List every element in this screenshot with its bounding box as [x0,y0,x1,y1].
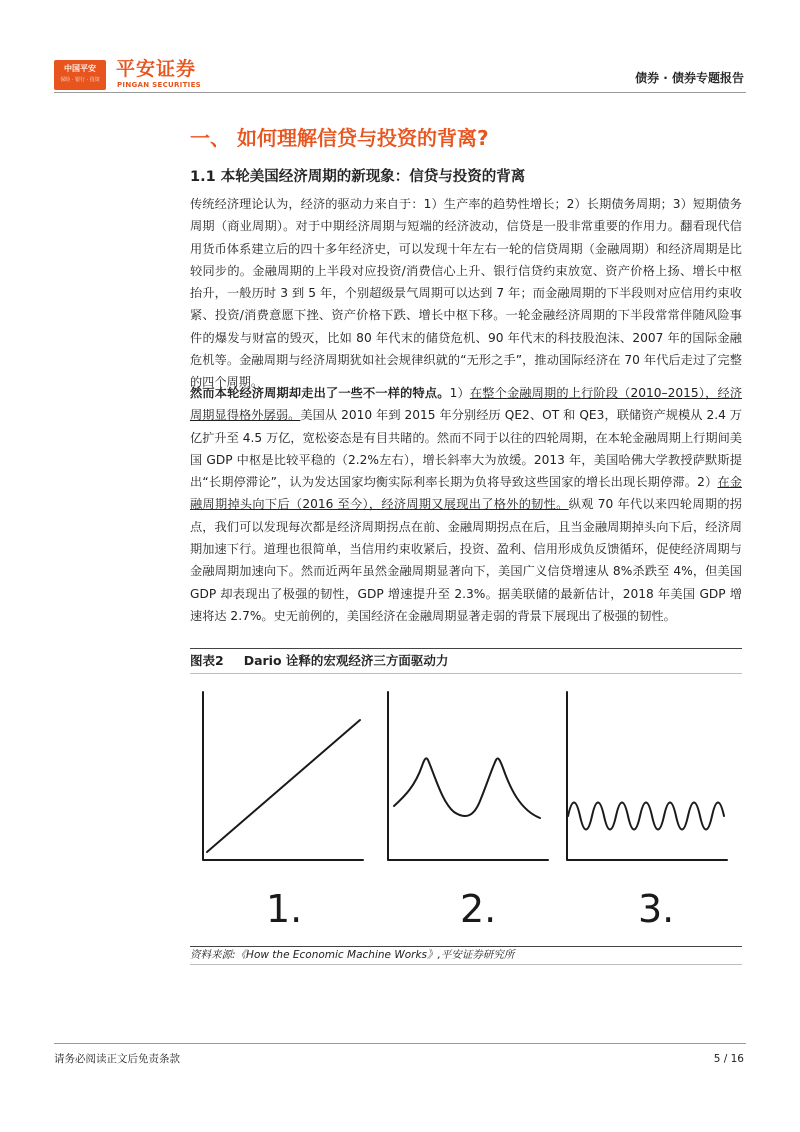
header-divider [54,92,746,93]
panel-2-label: 2. [460,887,497,931]
figure-source-rule [190,964,742,965]
figure-top-rule [190,648,742,649]
figure-title: Dario 诠释的宏观经济三方面驱动力 [243,653,449,668]
subsection-title: 1.1 本轮美国经济周期的新现象：信贷与投资的背离 [190,169,526,185]
figure-source [190,948,514,963]
figure-bottom-rule [190,946,742,947]
source-book: 《How the Economic Machine Works》 [235,949,438,961]
short-term-debt-cycle-line [568,803,724,830]
logo-line2: 保险 · 银行 · 投资 [60,77,100,83]
productivity-trend-line [207,720,360,852]
panel-1-label: 1. [266,887,303,931]
brand-name-en: PINGAN SECURITIES [117,81,201,89]
figure-caption-rule [190,673,742,674]
paragraph-2-text-a: 1） [449,386,470,400]
figure-label: 图表2 [190,653,224,668]
paragraph-2 [190,382,742,627]
logo-line1: 中国平安 [64,64,96,73]
panel-2-axes [388,692,548,860]
panel-3-label: 3. [638,887,675,931]
page-number: 5 / 16 [713,1053,744,1065]
figure-caption [190,652,468,670]
brand-name-cn: 平安证券 [116,58,197,80]
section-title: 一、 如何理解信贷与投资的背离? [190,126,489,150]
disclaimer-link[interactable]: 请务必阅读正文后免责条款 [54,1053,180,1065]
source-suffix: ,平安证券研究所 [437,949,515,961]
pingan-group-logo [54,60,106,90]
paragraph-1: 传统经济理论认为，经济的驱动力来自于：1）生产率的趋势性增长；2）长期债务周期；3）短期债务周期（商业周期）。对于中期经济周期与短端的经济波动，信贷是一股非常重要的作用力。翻看现代信用货币体系建立后的四十多年经济史，可以发现十年左右一轮的信贷周期（金融周期）和经济周期是比较同步的。金融周期的上半段对应投资/消费信心上升、银行信贷约束放宽、资产价格上扬、增长中枢抬升，一般历时 3 到 5 年，个别超级景气周期可以达到 7 年；而金融周期的下半段则对应信用约束收紧、投资/消费意愿下挫、资产价格下跌、增长中枢下移。一轮金融经济周期的下半段常常伴随风险事件的爆发与财富的毁灭，比如 80 年代末的储贷危机、90 年代末的科技股泡沫、2007 年的国际金融危机等。金融周期与经济周期犹如社会规律织就的“无形之手”，推动国际经济在 70 年代后走过了完整的四个周期。 [190,197,742,390]
report-type: 债券 · 债券专题报告 [635,71,744,85]
long-term-debt-cycle-line [394,758,540,818]
paragraph-2-underline-a: 在整个金融周期的上行阶段（2010–2015），经济周期显得格外孱弱。 [190,386,743,423]
footer-divider [54,1043,746,1044]
paragraph-2-text-b: 美国从 2010 年到 2015 年分别经历 QE2、OT 和 QE3，联储资产规模从 2.4 万亿扩升至 4.5 万亿，宽松姿态是有目共睹的。然而不同于以往的四轮周期，在本轮金融周期上行期间美国 GDP 中枢是比较平稳的（2.2%左右），增长斜率大为放缓。2013 年，美国哈佛大学教授萨默斯提出“长期停滞论”，认为发达国家均衡实际利率长期为负将导致这些国家的增长出现长期停滞。2） [190,408,742,490]
source-prefix: 资料来源: [190,949,236,961]
paragraph-2-lead: 然而本轮经济周期却走出了一些不一样的特点。 [190,386,450,400]
panel-3-axes [567,692,727,860]
paragraph-2-text-c: 纵观 70 年代以来四轮周期的拐点，我们可以发现每次都是经济周期拐点在前、金融周期拐点在后，且当金融周期掉头向下后，经济周期加速下行。道理也很简单，当信用约束收紧后，投资、盈利、信用形成负反馈循环，促使经济周期与金融周期加速向下。然而近两年虽然金融周期显著向下，美国广义信贷增速从 8%杀跌至 4%，但美国 GDP 却表现出了极强的韧性，GDP 增速提升至 2.3%。据美联储的最新估计，2018 年美国 GDP 增速将达 2.7%。史无前例的，美国经济在金融周期显著走弱的背景下展现出了极强的韧性。 [190,497,742,623]
three-drivers-figure [190,676,742,944]
paragraph-2-underline-b: 在金融周期掉头向下后（2016 至今），经济周期又展现出了格外的韧性。 [190,475,742,512]
